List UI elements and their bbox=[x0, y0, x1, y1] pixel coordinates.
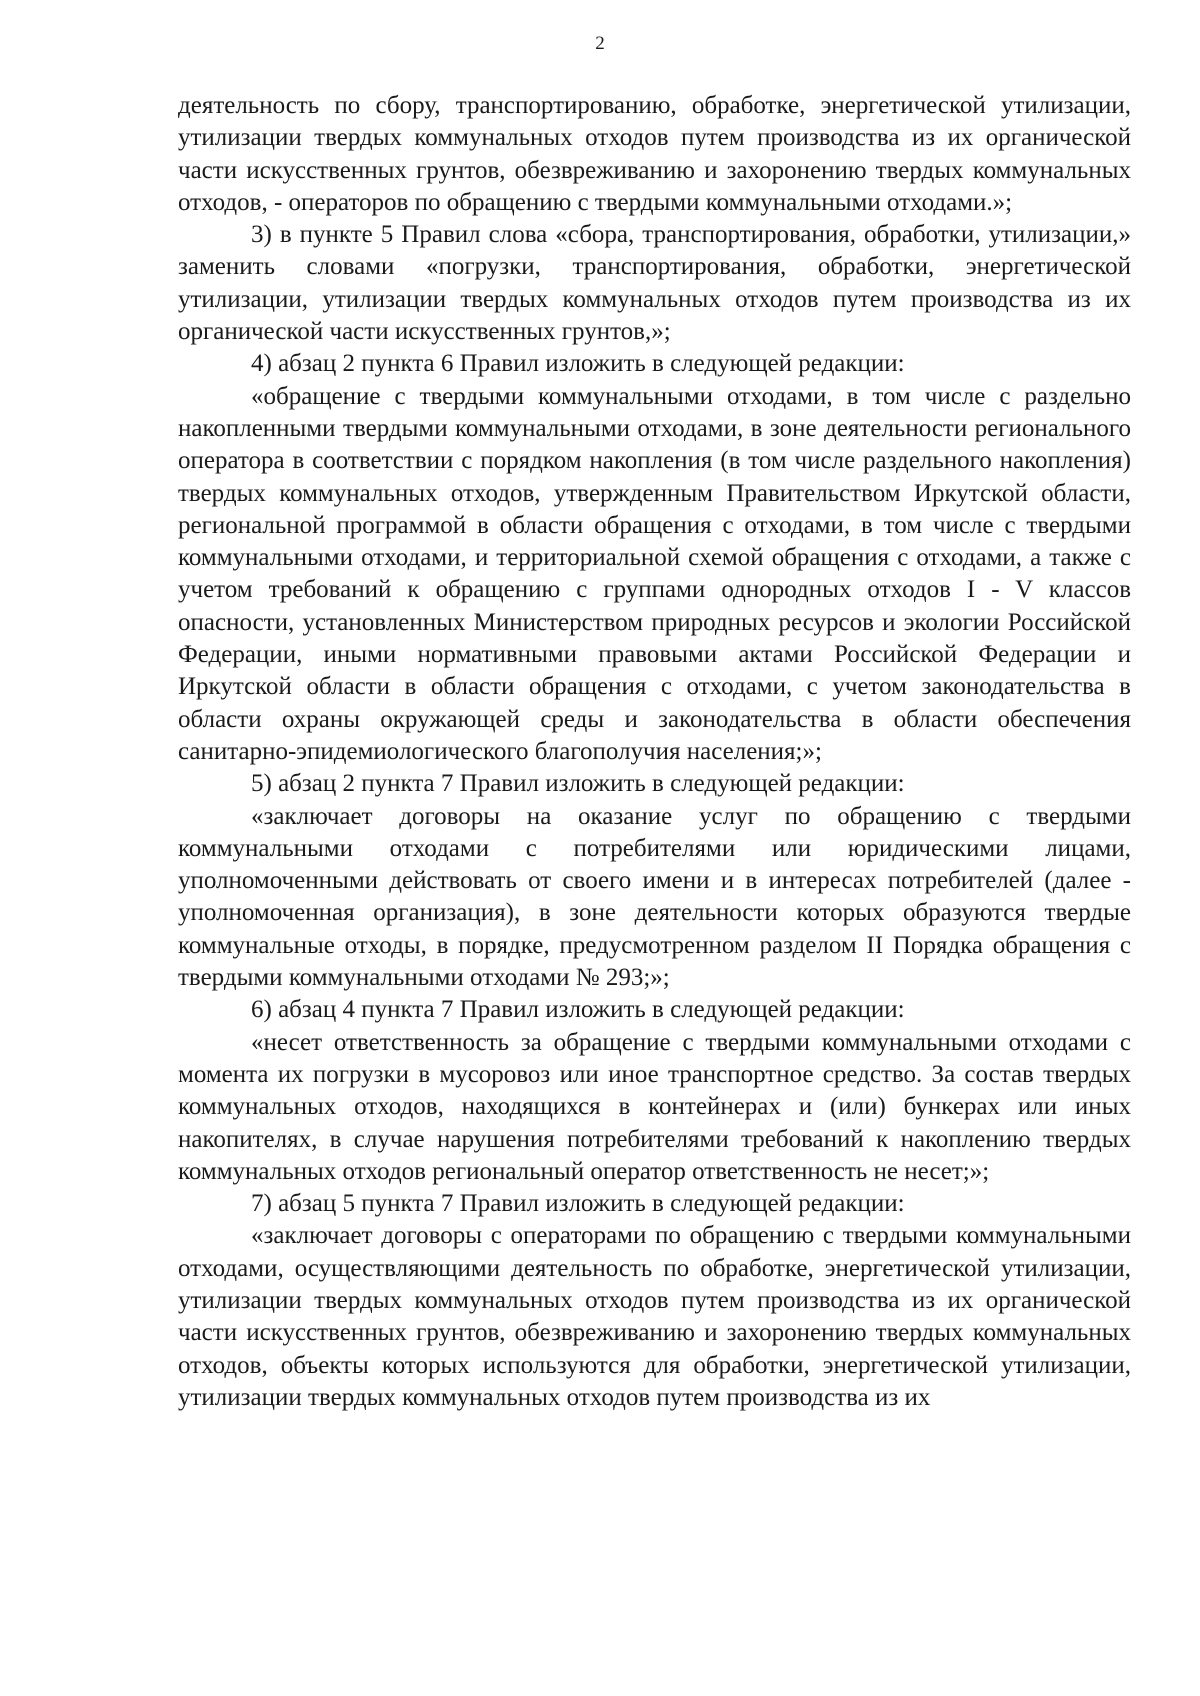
paragraph-item-4: 4) абзац 2 пункта 6 Правил изложить в следующей редакции: bbox=[251, 350, 905, 378]
paragraph-quote-item-7: «заключает договоры с операторами по обращению с твердыми коммунальными отходами, осуществляющими деятельность по обработке, энергетической утилизации, утилизации твердых коммунальных отходов путем производства из их органической части искусственных грунтов, обезвреживанию и захоронению твердых коммунальных отходов, объекты которых используются для обработки, энергетической утилизации, утилизации твердых коммунальных отходов путем производства из их bbox=[178, 1222, 1131, 1411]
page-number: 2 bbox=[595, 33, 605, 54]
document-body bbox=[178, 90, 1131, 1414]
paragraph-item-7: 7) абзац 5 пункта 7 Правил изложить в следующей редакции: bbox=[251, 1190, 905, 1218]
paragraph-quote-item-4: «обращение с твердыми коммунальными отходами, в том числе с раздельно накопленными твердыми коммунальными отходами, в зоне деятельности регионального оператора в соответствии с порядком накопления (в том числе раздельного накопления) твердых коммунальных отходов, утвержденным Правительством Иркутской области, региональной программой в области обращения с отходами, в том числе с твердыми коммунальными отходами, и территориальной схемой обращения с отходами, а также с учетом требований к обращению с группами однородных отходов I - V классов опасности, установленных Министерством природных ресурсов и экологии Российской Федерации, иными нормативными правовыми актами Российской Федерации и Иркутской области в области обращения с отходами, с учетом законодательства в области охраны окружающей среды и законодательства в области обеспечения санитарно-эпидемиологического благополучия населения;»; bbox=[178, 382, 1131, 765]
paragraph-item-6: 6) абзац 4 пункта 7 Правил изложить в следующей редакции: bbox=[251, 996, 905, 1024]
paragraph-quote-item-5: «заключает договоры на оказание услуг по обращению с твердыми коммунальными отходами с потребителями или юридическими лицами, уполномоченными действовать от своего имени и в интересах потребителей (далее - уполномоченная организация), в зоне деятельности которых образуются твердые коммунальные отходы, в порядке, предусмотренном разделом II Порядка обращения с твердыми коммунальными отходами № 293;»; bbox=[178, 802, 1131, 992]
paragraph-item-5: 5) абзац 2 пункта 7 Правил изложить в следующей редакции: bbox=[251, 770, 905, 798]
paragraph-quote-item-6: «несет ответственность за обращение с твердыми коммунальными отходами с момента их погрузки в мусоровоз или иное транспортное средство. За состав твердых коммунальных отходов, находящихся в контейнерах и (или) бункерах или иных накопителях, в случае нарушения потребителями требований к накоплению твердых коммунальных отходов региональный оператор ответственность не несет;»; bbox=[178, 1028, 1131, 1185]
paragraph-item-3: 3) в пункте 5 Правил слова «сбора, транспортирования, обработки, утилизации,» заменить словами «погрузки, транспортирования, обработки, энергетической утилизации, утилизации твердых коммунальных отходов путем производства из их органической части искусственных грунтов,»; bbox=[178, 221, 1131, 346]
paragraph-continuation: деятельность по сбору, транспортированию, обработке, энергетической утилизации, утилизации твердых коммунальных отходов путем производства из их органической части искусственных грунтов, обезвреживанию и захоронению твердых коммунальных отходов, - операторов по обращению с твердыми коммунальными отходами.»; bbox=[178, 92, 1131, 216]
